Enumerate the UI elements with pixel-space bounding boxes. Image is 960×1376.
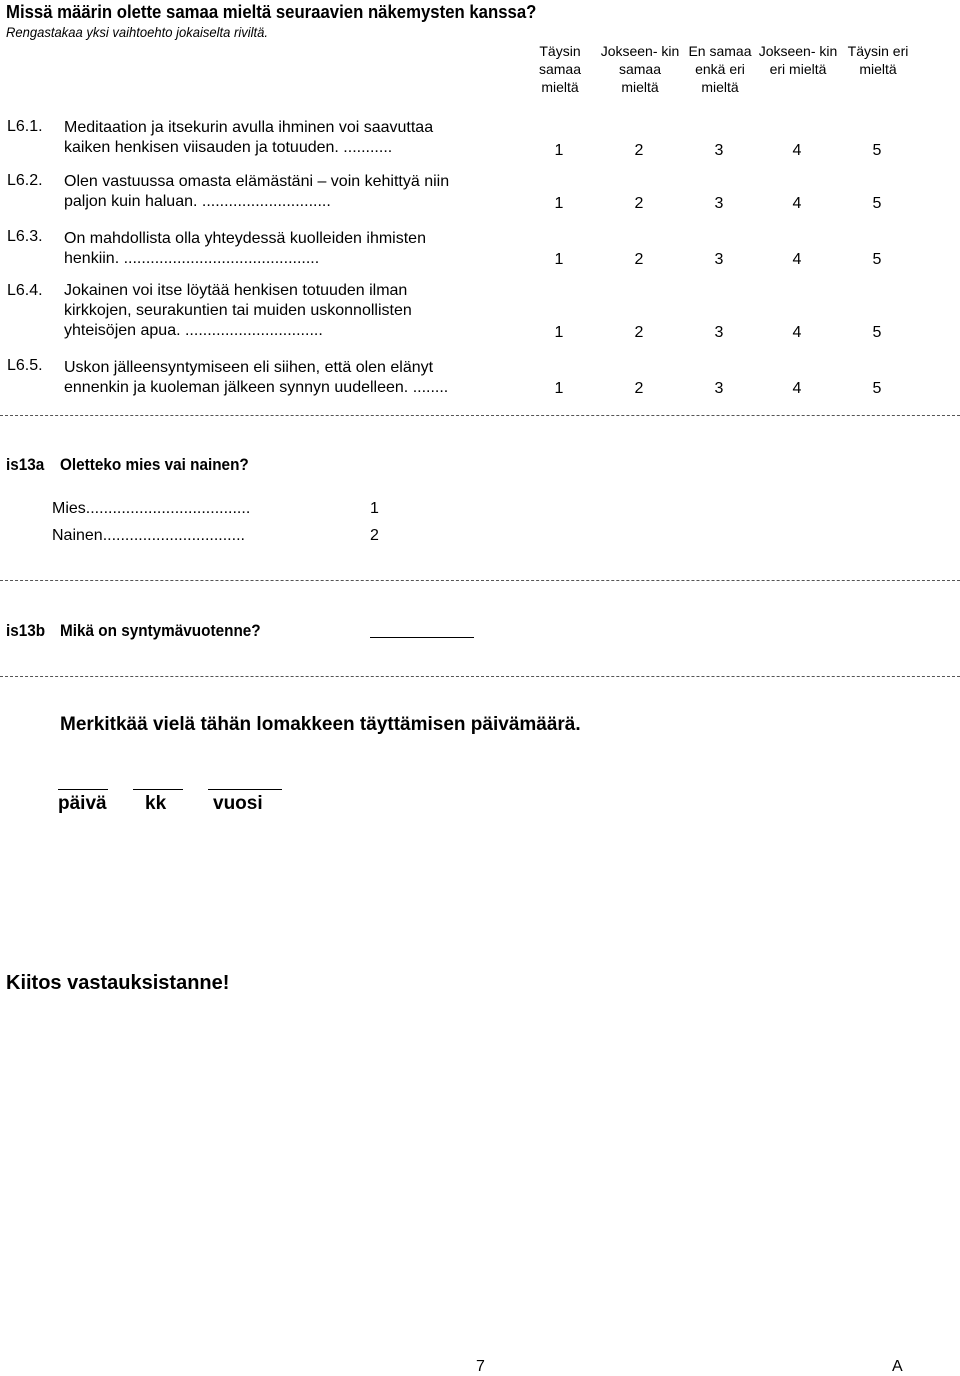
- answer-option[interactable]: 3: [714, 195, 724, 212]
- answer-option[interactable]: 4: [792, 324, 802, 341]
- option-label-mies: Mies.....................................: [52, 500, 251, 517]
- row-code: L6.1.: [7, 118, 43, 135]
- scale-header-5: Täysin eri mieltä: [847, 43, 909, 77]
- answer-option[interactable]: 2: [634, 195, 644, 212]
- section-divider: [0, 676, 960, 677]
- answer-option[interactable]: 3: [714, 324, 724, 341]
- answer-option[interactable]: 5: [872, 324, 882, 341]
- row-code: L6.3.: [7, 228, 43, 245]
- statement-text: Meditaation ja itsekurin avulla ihminen voi saavuttaa kaiken henkisen viisauden ja totuuden. ...........: [64, 119, 434, 156]
- question-code: is13a: [6, 455, 45, 474]
- scale-header-1: Täysin samaa mieltä: [538, 43, 582, 95]
- option-label-nainen: Nainen................................: [52, 527, 245, 544]
- answer-option[interactable]: 5: [872, 380, 882, 397]
- answer-option[interactable]: 4: [792, 380, 802, 397]
- row-code: L6.5.: [7, 357, 43, 374]
- year-field[interactable]: [208, 789, 282, 790]
- question-code: is13b: [6, 621, 46, 640]
- answer-option[interactable]: 4: [792, 142, 802, 159]
- question-text: Mikä on syntymävuotenne?: [60, 621, 261, 640]
- statement-text: Uskon jälleensyntymiseen eli siihen, että olen elänyt ennenkin ja kuoleman jälkeen synnyn uudelleen. ........: [64, 359, 449, 396]
- answer-option[interactable]: 1: [554, 142, 564, 159]
- answer-option[interactable]: 1: [554, 380, 564, 397]
- birth-year-field[interactable]: [370, 637, 474, 638]
- statement-text: On mahdollista olla yhteydessä kuolleiden ihmisten henkiin. ............................................: [64, 230, 426, 267]
- version-code: A: [892, 1358, 903, 1375]
- day-label: päivä: [58, 793, 107, 814]
- month-label: kk: [145, 793, 167, 814]
- answer-option[interactable]: 1: [554, 324, 564, 341]
- answer-option[interactable]: 1: [554, 195, 564, 212]
- date-prompt: Merkitkää vielä tähän lomakkeen täyttämisen päivämäärä.: [60, 714, 581, 735]
- answer-option[interactable]: 4: [792, 195, 802, 212]
- answer-option[interactable]: 2: [634, 142, 644, 159]
- day-field[interactable]: [58, 789, 108, 790]
- thanks-text: Kiitos vastauksistanne!: [6, 972, 230, 994]
- answer-option[interactable]: 4: [792, 251, 802, 268]
- page-title: Missä määrin olette samaa mieltä seuraavien näkemysten kanssa?: [6, 2, 537, 22]
- answer-option[interactable]: 5: [872, 195, 882, 212]
- scale-header-2: Jokseen- kin samaa mieltä: [600, 43, 680, 95]
- statement-text: Olen vastuussa omasta elämästäni – voin kehittyä niin paljon kuin haluan. .............................: [64, 173, 450, 210]
- scale-header-4: Jokseen- kin eri mieltä: [758, 43, 838, 77]
- answer-option[interactable]: 3: [714, 142, 724, 159]
- answer-option[interactable]: 5: [872, 142, 882, 159]
- answer-option[interactable]: 2: [634, 251, 644, 268]
- question-text: Oletteko mies vai nainen?: [60, 455, 249, 474]
- answer-option[interactable]: 5: [872, 251, 882, 268]
- year-label: vuosi: [213, 793, 263, 814]
- section-divider: [0, 580, 960, 581]
- option-value-mies[interactable]: 1: [370, 500, 379, 517]
- scale-header-3: En samaa enkä eri mieltä: [688, 43, 752, 95]
- option-value-nainen[interactable]: 2: [370, 527, 379, 544]
- answer-option[interactable]: 2: [634, 324, 644, 341]
- answer-option[interactable]: 2: [634, 380, 644, 397]
- page-number: 7: [476, 1358, 485, 1375]
- row-code: L6.4.: [7, 282, 43, 299]
- row-code: L6.2.: [7, 172, 43, 189]
- section-divider: [0, 415, 960, 416]
- answer-option[interactable]: 1: [554, 251, 564, 268]
- month-field[interactable]: [133, 789, 183, 790]
- answer-option[interactable]: 3: [714, 380, 724, 397]
- answer-option[interactable]: 3: [714, 251, 724, 268]
- statement-text: Jokainen voi itse löytää henkisen totuuden ilman kirkkojen, seurakuntien tai muiden uskonnollisten yhteisöjen apua. ...............................: [64, 282, 412, 339]
- instruction-text: Rengastakaa yksi vaihtoehto jokaiselta riviltä.: [6, 24, 268, 40]
